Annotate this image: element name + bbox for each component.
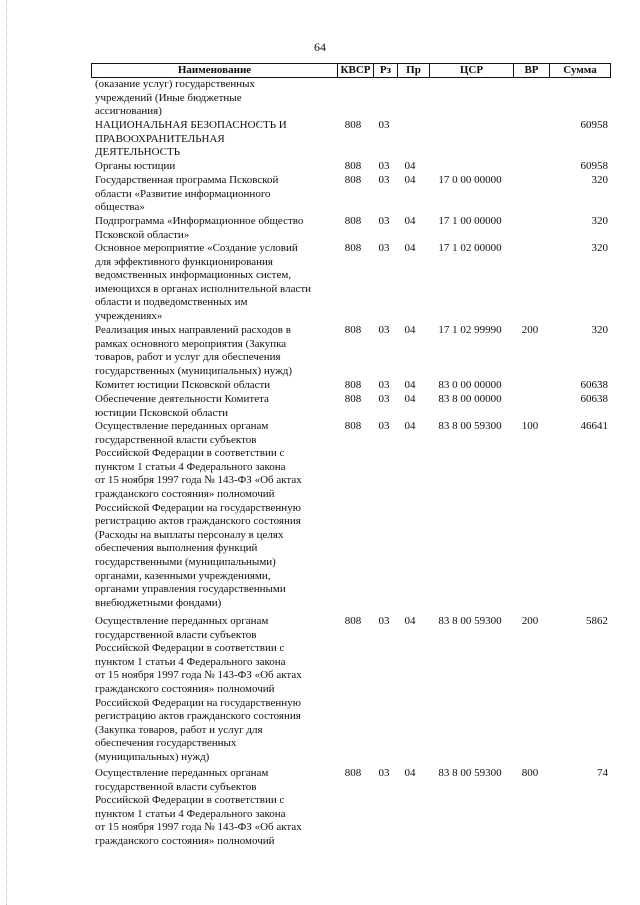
row-name [95, 420, 340, 610]
row-name-line: гражданского состояния» полномочий [95, 682, 275, 695]
row-pr: 04 [404, 160, 416, 172]
row-rz: 03 [378, 215, 390, 227]
row-name-line: учреждений (Иные бюджетные [95, 91, 242, 104]
row-name-line: Российской Федерации в соответствии с [95, 794, 285, 807]
row-rz: 03 [378, 324, 390, 336]
row-pr: 04 [404, 379, 416, 391]
row-name-line: ассигнования) [95, 105, 162, 118]
row-name-line: пунктом 1 статьи 4 Федерального закона [95, 807, 286, 820]
row-sum: 60638 [580, 379, 608, 391]
row-name-line: товаров, работ и услуг для обеспечения [95, 351, 281, 364]
row-name-line: Российской Федерации в соответствии с [95, 447, 285, 460]
row-name-line: от 15 ноября 1997 года № 143-ФЗ «Об актах [95, 474, 302, 487]
row-sum: 320 [591, 324, 608, 336]
row-name-line: Обеспечение деятельности Комитета [95, 393, 269, 405]
row-kvsr: 808 [344, 379, 362, 391]
row-rz: 03 [378, 242, 390, 254]
row-name-line: государственной власти субъектов [95, 780, 257, 793]
row-name-line: государственными (муниципальными) [95, 555, 276, 568]
row-rz: 03 [378, 393, 390, 405]
row-name-line: Основное мероприятие «Создание условий [95, 242, 298, 254]
row-name-line: ведомственных информационных систем, [95, 269, 292, 282]
header-csr: ЦСР [429, 64, 513, 77]
row-csr: 17 1 02 00000 [438, 242, 502, 254]
row-csr: 17 1 02 99990 [438, 324, 502, 336]
row-kvsr: 808 [344, 215, 362, 227]
row-sum: 60638 [580, 393, 608, 405]
header-name: Наименование [177, 64, 252, 76]
row-rz: 03 [378, 160, 390, 172]
row-csr: 17 1 00 00000 [438, 215, 502, 227]
row-kvsr: 808 [344, 324, 362, 336]
row-name-line: регистрацию актов гражданского состояния [95, 515, 301, 528]
row-name-line: ДЕЯТЕЛЬНОСТЬ [95, 146, 181, 159]
row-name-line: органами управления государственными [95, 583, 286, 596]
row-sum: 74 [597, 767, 608, 779]
row-name-line: пунктом 1 статьи 4 Федерального закона [95, 460, 286, 473]
row-kvsr: 808 [344, 174, 362, 186]
row-csr: 17 0 00 00000 [438, 174, 502, 186]
row-rz: 03 [378, 174, 390, 186]
row-name-line: государственных (муниципальных) нужд) [95, 364, 292, 377]
row-vr: 200 [521, 615, 539, 627]
row-sum: 320 [591, 174, 608, 186]
row-name-line: Осуществление переданных органам [95, 420, 269, 432]
row-name-line: органами, казенными учреждениями, [95, 569, 271, 582]
row-name-line: области и подведомственных им [95, 296, 248, 309]
row-name-line: для эффективного функционирования [95, 255, 273, 268]
row-name [95, 324, 340, 378]
row-kvsr: 808 [344, 767, 362, 779]
row-name [95, 242, 340, 324]
header-kvsr: КВСР [337, 64, 373, 77]
row-name-line: регистрацию актов гражданского состояния [95, 710, 301, 723]
scan-edge [6, 0, 8, 905]
row-kvsr: 808 [344, 242, 362, 254]
row-name-line: НАЦИОНАЛЬНАЯ БЕЗОПАСНОСТЬ И [95, 119, 287, 131]
row-name-line: (Расходы на выплаты персоналу в целях [95, 528, 284, 541]
row-pr: 04 [404, 215, 416, 227]
row-pr: 04 [404, 242, 416, 254]
row-name [95, 615, 340, 765]
row-name-line: Псковской области» [95, 228, 190, 241]
row-vr: 100 [521, 420, 539, 432]
row-name-line: ПРАВООХРАНИТЕЛЬНАЯ [95, 132, 225, 145]
row-name-line: (муниципальных) нужд) [95, 750, 210, 763]
row-sum: 320 [591, 242, 608, 254]
row-name-line: Государственная программа Псковской [95, 174, 279, 186]
page-number: 64 [314, 40, 326, 54]
row-kvsr: 808 [344, 119, 362, 131]
row-csr: 83 8 00 59300 [438, 615, 502, 627]
row-name-line: Реализация иных направлений расходов в [95, 324, 291, 336]
row-csr: 83 8 00 59300 [438, 767, 502, 779]
row-kvsr: 808 [344, 160, 362, 172]
row-name-line: Осуществление переданных органам [95, 767, 269, 779]
row-name [95, 215, 340, 242]
row-name [95, 379, 340, 393]
row-rz: 03 [378, 615, 390, 627]
row-kvsr: 808 [344, 615, 362, 627]
row-name-line: государственной власти субъектов [95, 628, 257, 641]
row-pr: 04 [404, 174, 416, 186]
row-name [95, 174, 340, 215]
row-name-line: пунктом 1 статьи 4 Федерального закона [95, 655, 286, 668]
row-name-line: гражданского состояния» полномочий [95, 487, 275, 500]
row-pr: 04 [404, 324, 416, 336]
row-pr: 04 [404, 767, 416, 779]
row-pr: 04 [404, 420, 416, 432]
row-rz: 03 [378, 119, 390, 131]
row-name-line: гражданского состояния» полномочий [95, 834, 275, 847]
row-name-line: Органы юстиции [95, 160, 176, 172]
header-vr: ВР [513, 64, 549, 77]
table-header [91, 63, 611, 78]
row-name-line: Подпрограмма «Информационное общество [95, 215, 304, 227]
row-name-line: Российской Федерации на государственную [95, 501, 301, 514]
row-rz: 03 [378, 420, 390, 432]
row-name-line: Осуществление переданных органам [95, 615, 269, 627]
row-name-line: учреждениях» [95, 309, 163, 322]
row-name [95, 78, 340, 119]
row-name-line: юстиции Псковской области [95, 406, 229, 419]
row-name-line: общества» [95, 201, 145, 214]
row-sum: 5862 [586, 615, 608, 627]
header-rz: Рз [373, 64, 397, 77]
row-name [95, 767, 340, 849]
header-pr: Пр [397, 64, 429, 77]
row-name-line: имеющихся в органах исполнительной власти [95, 282, 312, 295]
row-name-line: от 15 ноября 1997 года № 143-ФЗ «Об актах [95, 669, 302, 682]
row-name-line: обеспечения выполнения функций [95, 542, 258, 555]
row-rz: 03 [378, 379, 390, 391]
row-vr: 200 [521, 324, 539, 336]
row-name [95, 160, 340, 174]
row-pr: 04 [404, 615, 416, 627]
row-sum: 320 [591, 215, 608, 227]
row-name-line: Российской Федерации в соответствии с [95, 642, 285, 655]
row-vr: 800 [521, 767, 539, 779]
row-sum: 46641 [580, 420, 608, 432]
row-name-line: (Закупка товаров, работ и услуг для [95, 723, 263, 736]
row-name [95, 119, 340, 160]
row-name-line: Комитет юстиции Псковской области [95, 379, 271, 391]
row-sum: 60958 [580, 160, 608, 172]
row-csr: 83 0 00 00000 [438, 379, 502, 391]
row-kvsr: 808 [344, 393, 362, 405]
row-name-line: внебюджетными фондами) [95, 596, 222, 609]
row-name-line: от 15 ноября 1997 года № 143-ФЗ «Об актах [95, 821, 302, 834]
header-sum: Сумма [549, 64, 610, 77]
row-rz: 03 [378, 767, 390, 779]
row-csr: 83 8 00 59300 [438, 420, 502, 432]
row-name-line: рамках основного мероприятия (Закупка [95, 337, 287, 350]
row-name [95, 393, 340, 420]
row-name-line: (оказание услуг) государственных [95, 78, 256, 90]
row-kvsr: 808 [344, 420, 362, 432]
row-csr: 83 8 00 00000 [438, 393, 502, 405]
row-pr: 04 [404, 393, 416, 405]
row-name-line: государственной власти субъектов [95, 433, 257, 446]
row-name-line: области «Развитие информационного [95, 187, 271, 200]
row-name-line: Российской Федерации на государственную [95, 696, 301, 709]
row-name-line: обеспечения государственных [95, 737, 237, 750]
row-sum: 60958 [580, 119, 608, 131]
